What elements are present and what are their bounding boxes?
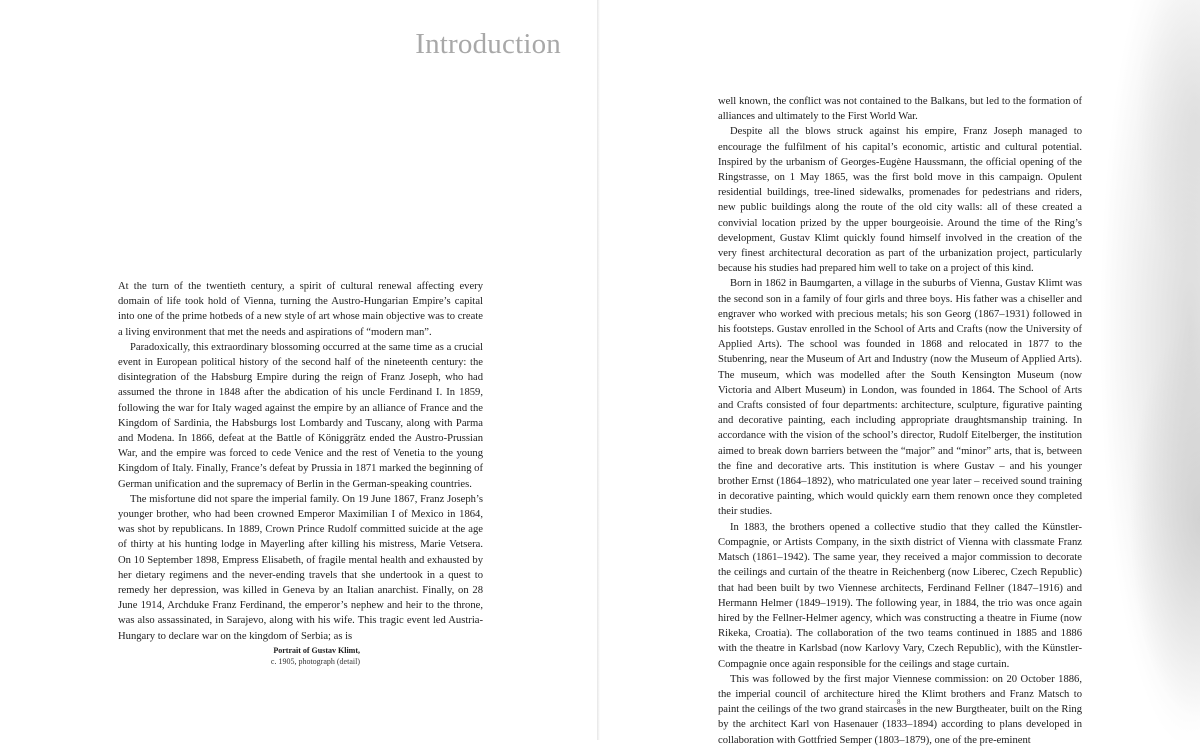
paragraph: This was followed by the first major Viennese commission: on 20 October 1886, the imperial council of architecture hired the Klimt brothers and Franz Matsch to paint the ceilings of the two grand staircases in the new Burgtheater, built on the Ring by the architect Karl von Hasenauer (1833–1894) according to plans developed in collaboration with Gottfried Semper (1803–1879), one of the pre-eminent (718, 673, 1082, 746)
figure-caption (200, 645, 360, 667)
left-text-column (118, 279, 483, 644)
page-number: 8 (897, 698, 901, 706)
paragraph: Paradoxically, this extraordinary blossoming occurred at the same time as a crucial event in European political history of the second half of the nineteenth century: the disintegration of the Habsburg Empire during the reign of Franz Joseph, who had assumed the throne in 1848 after the abdication of his uncle Ferdinand I. In 1859, following the war for Italy waged against the empire by an alliance of France and the Kingdom of Sardinia, the Habsburgs lost Lombardy and Tuscany, along with Parma and Modena. In 1866, defeat at the Battle of Königgrätz ended the Austro-Prussian War, and the empire was forced to cede Venice and the rest of Venetia to the young Kingdom of Italy. Finally, France’s defeat by Prussia in 1871 marked the beginning of German unification and the supremacy of Berlin in the German-speaking countries. (118, 341, 483, 490)
paragraph: In 1883, the brothers opened a collective studio that they called the Künstler-Compagnie, or Artists Company, in the sixth district of Vienna with classmate Franz Matsch (1861–1942). The same year, they received a major commission to decorate the ceilings and curtain of the theatre in Reichenberg (now Liberec, Czech Republic) that had been built by two Viennese architects, Ferdinand Fellner (1847–1916) and Hermann Helmer (1849–1919). The following year, in 1884, the trio was once again hired by the Fellner-Helmer agency, which was constructing a theatre in Fiume (now Rikeka, Croatia). The collaboration of the two teams continued in 1885 and 1886 with the theatre in Karlsbad (now Karlovy Vary, Czech Republic), with the Künstler-Compagnie once again responsible for the ceilings and stage curtain. (718, 521, 1082, 670)
paragraph: well known, the conflict was not contained to the Balkans, but led to the formation of alliances and ultimately to the First World War. (718, 96, 1082, 123)
caption-title: Portrait of Gustav Klimt, (273, 646, 360, 655)
paragraph: Despite all the blows struck against his empire, Franz Joseph managed to encourage the fulfilment of his capital’s economic, artistic and cultural potential. Inspired by the urbanism of Georges-Eugène Haussmann, the official opening of the Ringstrasse, on 1 May 1865, was the first bold move in this campaign. Opulent residential buildings, tree-lined sidewalks, promenades for pedestrians and riders, new public buildings along the route of the old city walls: all of these created a convivial location prized by the upper bourgeoisie. Around the time of the Ring’s development, Gustav Klimt quickly found himself involved in the creation of the very finest architectural decoration as part of the urbanization project, particularly because his studies had prepared him well to take on a project of this kind. (718, 126, 1082, 275)
right-text-column (718, 94, 1082, 748)
paragraph: The misfortune did not spare the imperial family. On 19 June 1867, Franz Joseph’s younger brother, who had been crowned Emperor Maximilian I of Mexico in 1864, was shot by republicans. In 1889, Crown Prince Rudolf committed suicide at the age of thirty at his hunting lodge in Mayerling after killing his mistress, Marie Vetsera. On 10 September 1898, Empress Elisabeth, of fragile mental health and exhausted by her dietary regimens and the never-ending travels that she undertook in a quest to remedy her depression, was killed in Geneva by an Italian anarchist. Finally, on 28 June 1914, Archduke Franz Ferdinand, the emperor’s nephew and heir to the throne, was also assassinated, in Sarajevo, along with his wife. This tragic event led Austria-Hungary to declare war on the kingdom of Serbia; as is (118, 493, 483, 642)
right-page (600, 0, 1200, 746)
paragraph: Born in 1862 in Baumgarten, a village in the suburbs of Vienna, Gustav Klimt was the second son in a family of four girls and three boys. His father was a chiseller and engraver who worked with precious metals; his son Georg (1867–1931) followed in his footsteps. Gustav enrolled in the School of Arts and Crafts (now the University of Applied Arts). The school was founded in 1868 and relocated in 1877 to the Stubenring, near the Museum of Art and Industry (now the Museum of Applied Arts). The museum, which was modelled after the South Kensington Museum (now Victoria and Albert Museum) in London, was founded in 1864. The School of Arts and Crafts consisted of four departments: architecture, sculpture, figurative painting and decorative painting, each including appropriate draughtsmanship training. In accordance with the vision of the school’s director, Rudolf Eitelberger, the institution aimed to break down barriers between the “major” and “minor” arts, that is, between the fine and decorative arts. This institution is where Gustav – and his younger brother Ernst (1864–1892), who matriculated one year later – received sound training in decorative painting, which would quickly earn them renown once they completed their studies. (718, 278, 1082, 518)
paragraph: At the turn of the twentieth century, a spirit of cultural renewal affecting every domain of life took hold of Vienna, turning the Austro-Hungarian Empire’s capital into one of the prime hotbeds of a new style of art whose main objective was to create a living environment that met the needs and aspirations of “modern man”. (118, 281, 483, 338)
chapter-title: Introduction (415, 28, 561, 60)
left-page (0, 0, 597, 740)
caption-subtitle: c. 1905, photograph (detail) (270, 657, 360, 666)
